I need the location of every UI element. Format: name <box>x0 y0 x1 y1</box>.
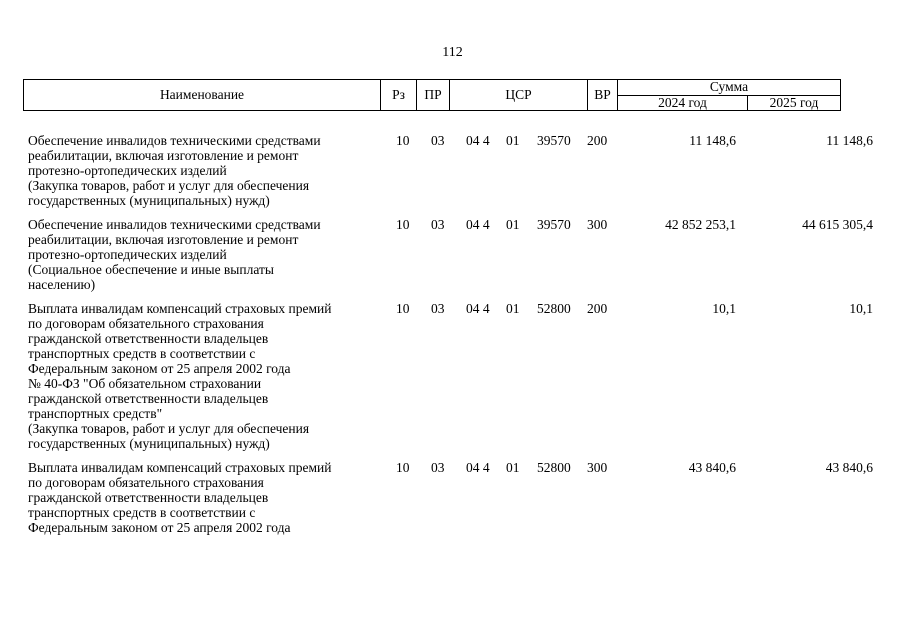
row-name: Обеспечение инвалидов техническими средствами реабилитации, включая изготовление и ремонт протезно-ортопедических изделий (Социальное обеспечение и иные выплаты населению) <box>28 217 321 292</box>
header-sum: Сумма <box>618 80 841 96</box>
header-rz: Рз <box>381 80 417 111</box>
table-row <box>23 133 873 208</box>
row-csr-program: 04 4 <box>466 301 490 316</box>
row-sum-2024: 10,1 <box>712 301 736 316</box>
row-rz: 10 <box>396 301 410 316</box>
row-sum-2025: 10,1 <box>849 301 873 316</box>
row-vr: 200 <box>587 301 608 316</box>
row-sum-2024: 11 148,6 <box>689 133 736 148</box>
row-csr-code: 39570 <box>537 217 571 232</box>
row-vr: 200 <box>587 133 608 148</box>
row-csr-program: 04 4 <box>466 460 490 475</box>
row-rz: 10 <box>396 133 410 148</box>
row-vr: 300 <box>587 217 608 232</box>
row-rz: 10 <box>396 460 410 475</box>
header-year-2024: 2024 год <box>618 95 748 111</box>
table-row <box>23 217 873 292</box>
row-name: Обеспечение инвалидов техническими средствами реабилитации, включая изготовление и ремонт протезно-ортопедических изделий (Закупка товаров, работ и услуг для обеспечения государственных (муниципальных) нужд) <box>28 133 321 208</box>
header-pr: ПР <box>417 80 450 111</box>
header-year-2025: 2025 год <box>748 95 841 111</box>
row-pr: 03 <box>431 301 445 316</box>
table-body <box>23 133 873 544</box>
row-rz: 10 <box>396 217 410 232</box>
row-name: Выплата инвалидам компенсаций страховых премий по договорам обязательного страхования гражданской ответственности владельцев транспортных средств в соответствии с Федеральным законом от 25 апреля 2002 года № 40-ФЗ "Об обязательном страховании гражданской ответственности владельцев транспортных средств" (Закупка товаров, работ и услуг для обеспечения государственных (муниципальных) нужд) <box>28 301 332 451</box>
row-csr-program: 04 4 <box>466 133 490 148</box>
row-csr-code: 39570 <box>537 133 571 148</box>
row-vr: 300 <box>587 460 608 475</box>
row-sum-2024: 42 852 253,1 <box>665 217 736 232</box>
page-number: 112 <box>442 45 463 60</box>
row-csr-sub: 01 <box>506 301 520 316</box>
row-csr-code: 52800 <box>537 460 571 475</box>
row-csr-code: 52800 <box>537 301 571 316</box>
header-csr: ЦСР <box>450 80 588 111</box>
row-pr: 03 <box>431 133 445 148</box>
table-row <box>23 460 873 535</box>
row-csr-sub: 01 <box>506 217 520 232</box>
table-header <box>23 79 841 111</box>
row-sum-2025: 11 148,6 <box>826 133 873 148</box>
row-pr: 03 <box>431 217 445 232</box>
row-csr-sub: 01 <box>506 133 520 148</box>
row-pr: 03 <box>431 460 445 475</box>
row-name: Выплата инвалидам компенсаций страховых премий по договорам обязательного страхования гражданской ответственности владельцев транспортных средств в соответствии с Федеральным законом от 25 апреля 2002 года <box>28 460 332 535</box>
row-csr-program: 04 4 <box>466 217 490 232</box>
header-name: Наименование <box>24 80 381 111</box>
header-vr: ВР <box>588 80 618 111</box>
table-row <box>23 301 873 451</box>
row-sum-2024: 43 840,6 <box>688 460 736 475</box>
row-sum-2025: 43 840,6 <box>825 460 873 475</box>
row-sum-2025: 44 615 305,4 <box>802 217 873 232</box>
row-csr-sub: 01 <box>506 460 520 475</box>
